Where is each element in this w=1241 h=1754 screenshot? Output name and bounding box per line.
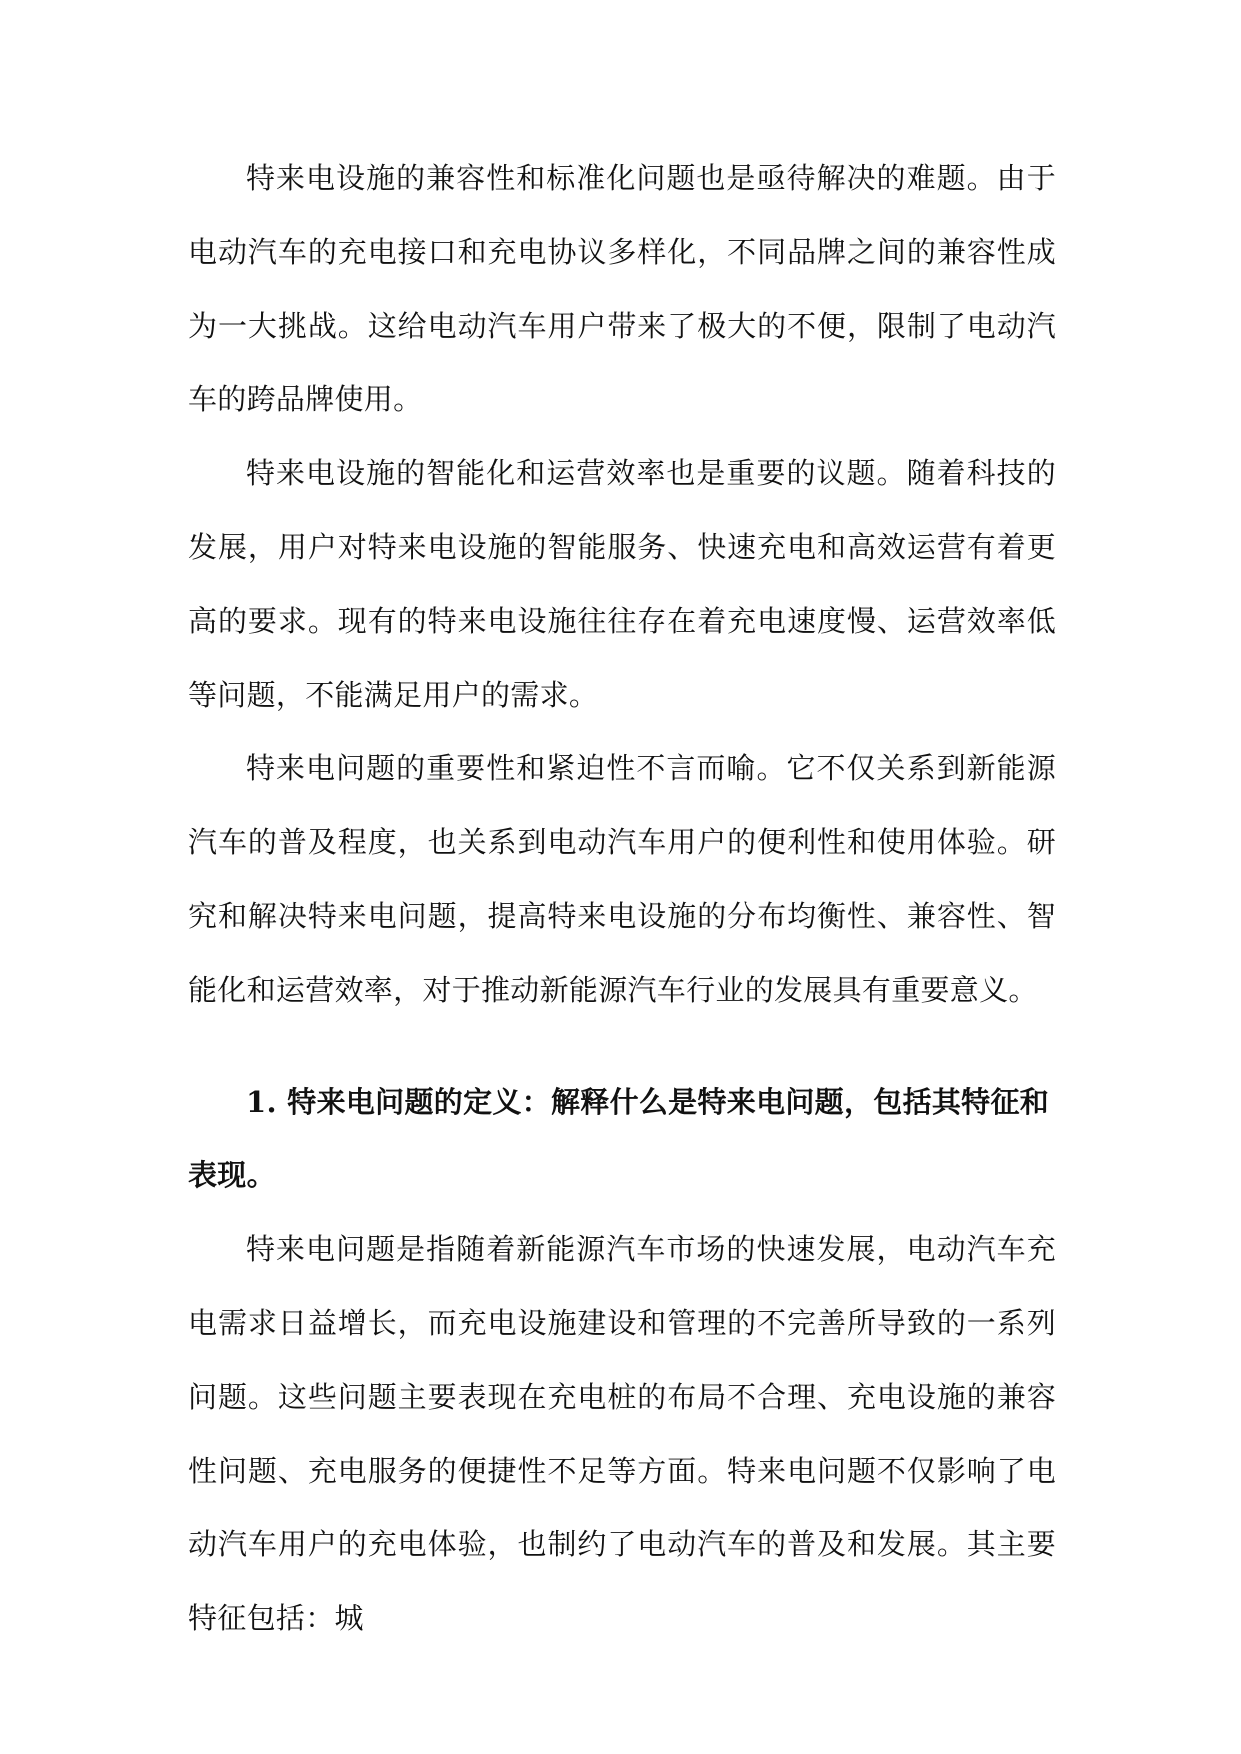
paragraph-intelligence: 特来电设施的智能化和运营效率也是重要的议题。随着科技的发展，用户对特来电设施的智能服务、快速充电和高效运营有着更高的要求。现有的特来电设施往往存在着充电速度慢、运营效率低等问题，不能满足用户的需求。: [188, 456, 1056, 712]
section-heading: 1. 特来电问题的定义：解释什么是特来电问题，包括其特征和表现。: [188, 1084, 1050, 1193]
paragraph-compatibility: 特来电设施的兼容性和标准化问题也是亟待解决的难题。由于电动汽车的充电接口和充电协议多样化，不同品牌之间的兼容性成为一大挑战。这给电动汽车用户带来了极大的不便，限制了电动汽车的跨品牌使用。: [188, 161, 1056, 417]
paragraph-importance: 特来电问题的重要性和紧迫性不言而喻。它不仅关系到新能源汽车的普及程度，也关系到电动汽车用户的便利性和使用体验。研究和解决特来电问题，提高特来电设施的分布均衡性、兼容性、智能化和运营效率，对于推动新能源汽车行业的发展具有重要意义。: [188, 751, 1056, 1007]
paragraph-definition: 特来电问题是指随着新能源汽车市场的快速发展，电动汽车充电需求日益增长，而充电设施建设和管理的不完善所导致的一系列问题。这些问题主要表现在充电桩的布局不合理、充电设施的兼容性问题、充电服务的便捷性不足等方面。特来电问题不仅影响了电动汽车用户的充电体验，也制约了电动汽车的普及和发展。其主要特征包括：城: [188, 1232, 1056, 1636]
document-body: [188, 142, 1056, 1656]
